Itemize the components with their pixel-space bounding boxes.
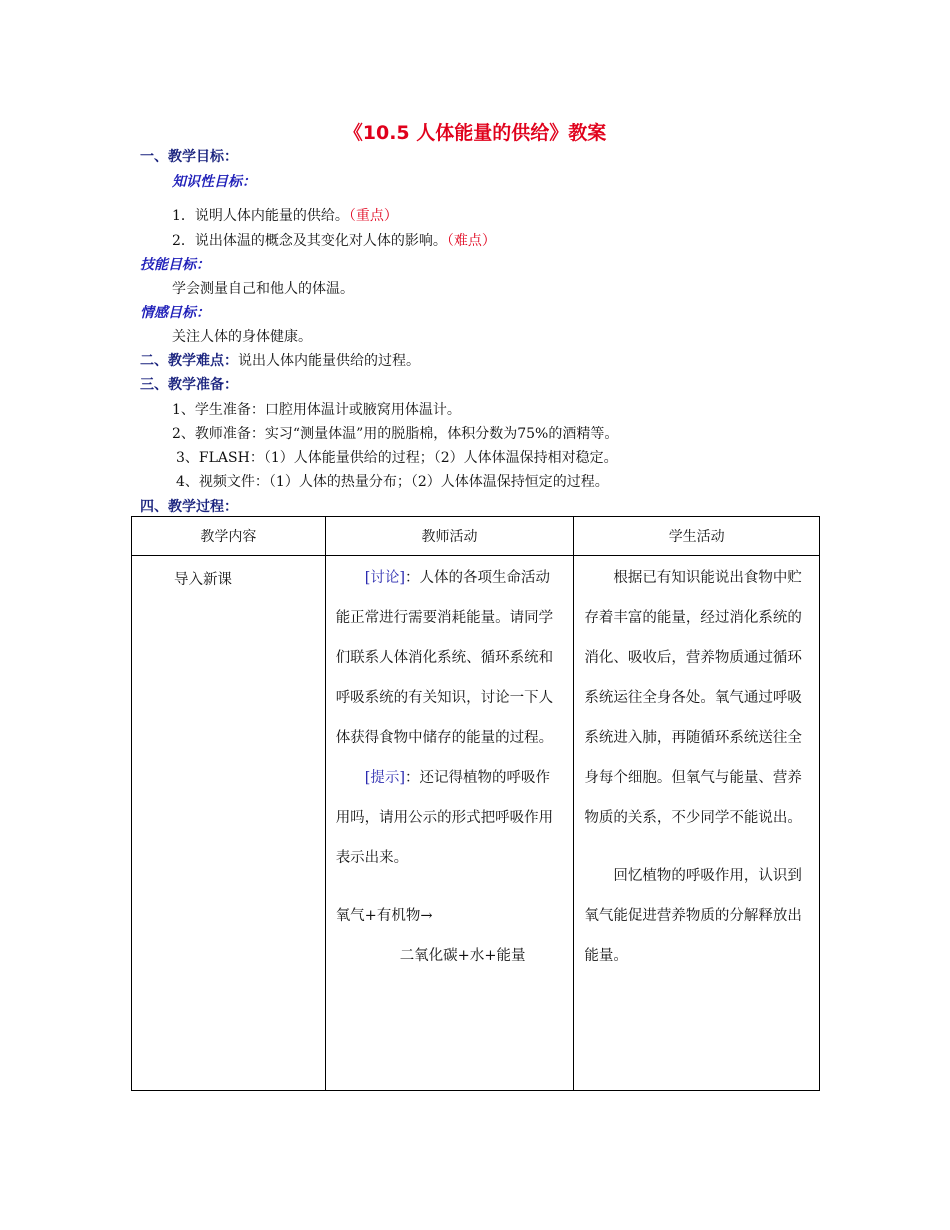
section-2-text: 说出人体内能量供给的过程。 [238, 353, 420, 369]
column-header-student: 学生活动 [574, 517, 820, 556]
knowledge-goal-heading: 知识性目标： [172, 174, 256, 190]
discussion-tag: [讨论] [364, 570, 406, 586]
prep-item-4: 4、视频文件：（1）人体的热量分布；（2）人体体温保持恒定的过程。 [176, 474, 609, 490]
teacher-discussion [326, 556, 574, 758]
formula-line-2: 二氧化碳+水+能量 [399, 948, 526, 964]
teacher-hint [326, 758, 574, 878]
knowledge-goal-item-1 [172, 205, 398, 225]
column-header-teacher: 教师活动 [325, 517, 574, 556]
section-2-line [140, 350, 420, 370]
prep-item-1: 1、学生准备：口腔用体温计或腋窝用体温计。 [172, 402, 461, 418]
section-4-heading: 四、教学过程： [140, 499, 238, 515]
knowledge-goal-item-2 [172, 230, 496, 250]
prep-item-2: 2、教师准备：实习“测量体温”用的脱脂棉，体积分数为75%的酒精等。 [172, 426, 619, 442]
key-point-tag: （重点） [348, 208, 398, 224]
hint-tag: [提示] [364, 770, 406, 786]
teacher-activity-cell [325, 556, 574, 1091]
student-activity-2: 回忆植物的呼吸作用，认识到氧气能促进营养物质的分解释放出能量。 [584, 868, 802, 964]
table-row [132, 556, 820, 1091]
discussion-text: ：人体的各项生命活动能正常进行需要消耗能量。请同学们联系人体消化系统、循环系统和呼吸系统的有关知识，讨论一下人体获得食物中储存的能量的过程。 [335, 570, 554, 746]
column-header-content: 教学内容 [132, 517, 326, 556]
section-2-heading: 二、教学难点： [140, 353, 238, 369]
skill-goal-heading: 技能目标： [140, 257, 210, 273]
content-cell [132, 556, 326, 1091]
page-title: 《10.5 人体能量的供给》教案 [343, 122, 607, 144]
emotion-goal-heading: 情感目标： [140, 305, 210, 321]
hint-text: ：还记得植物的呼吸作用吗，请用公示的形式把呼吸作用表示出来。 [335, 770, 554, 866]
knowledge-goal-item-2-text: 2．说出体温的概念及其变化对人体的影响。 [172, 233, 447, 249]
skill-goal-text: 学会测量自己和他人的体温。 [172, 281, 354, 297]
knowledge-goal-item-1-text: 1．说明人体内能量的供给。 [172, 208, 349, 224]
table-header-row [132, 517, 820, 556]
content-cell-text: 导入新课 [174, 572, 232, 588]
difficulty-tag: （难点） [446, 233, 496, 249]
section-1-heading: 一、教学目标： [140, 149, 238, 165]
student-activity-cell [574, 556, 820, 1091]
prep-item-3: 3、FLASH：（1）人体能量供给的过程；（2）人体体温保持相对稳定。 [176, 450, 618, 466]
formula-line-1: 氧气+有机物→ [335, 908, 433, 924]
emotion-goal-text: 关注人体的身体健康。 [172, 329, 312, 345]
section-3-heading: 三、教学准备： [140, 377, 238, 393]
teaching-process-table [131, 516, 820, 1091]
student-activity-1: 根据已有知识能说出食物中贮存着丰富的能量，经过消化系统的消化、吸收后，营养物质通过循环系统运往全身各处。氧气通过呼吸系统进入肺，再随循环系统送往全身每个细胞。但氧气与能量、营养物质的关系，不少同学不能说出。 [584, 570, 802, 826]
